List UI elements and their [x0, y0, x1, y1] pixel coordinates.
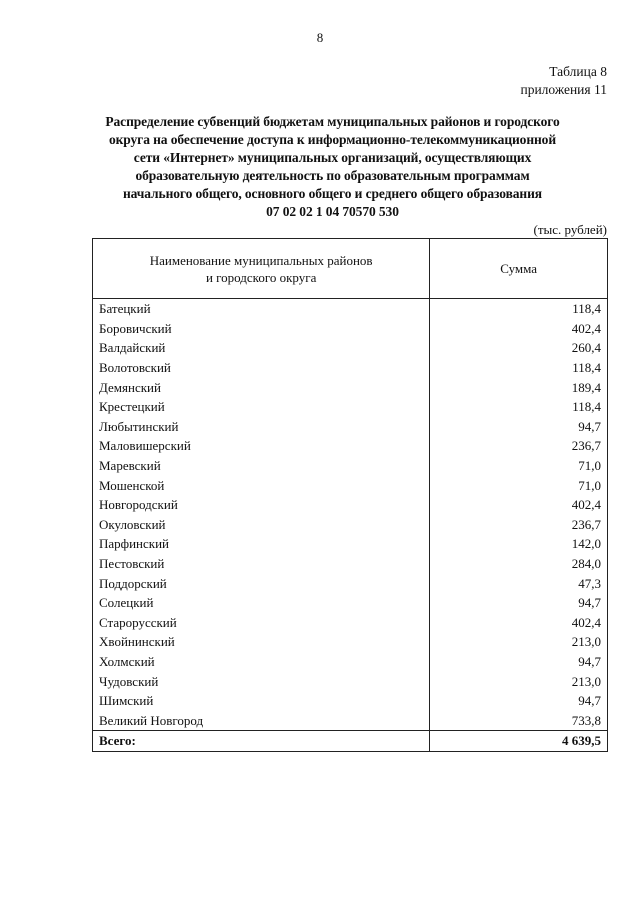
subvention-amount: 94,7 [430, 691, 608, 711]
subvention-amount: 94,7 [430, 593, 608, 613]
table-row [93, 299, 608, 319]
table-row [93, 710, 608, 730]
subvention-amount: 236,7 [430, 436, 608, 456]
municipality-name: Боровичский [93, 319, 430, 339]
header-name-line-1: Наименование муниципальных районов [149, 252, 373, 268]
municipality-name: Шимский [93, 691, 430, 711]
table-row [93, 377, 608, 397]
municipality-name: Маловишерский [93, 436, 430, 456]
table-row [93, 652, 608, 672]
table-row [93, 338, 608, 358]
table-row [93, 554, 608, 574]
table-row [93, 534, 608, 554]
subvention-amount: 402,4 [430, 613, 608, 633]
table-row [93, 613, 608, 633]
subvention-amount: 402,4 [430, 319, 608, 339]
title-line: Распределение субвенций бюджетам муниципальных районов и городского [105, 114, 560, 129]
table-row [93, 358, 608, 378]
municipality-name: Пестовский [93, 554, 430, 574]
municipality-name: Валдайский [93, 338, 430, 358]
municipality-name: Волотовский [93, 358, 430, 378]
table-row [93, 573, 608, 593]
municipality-name: Парфинский [93, 534, 430, 554]
subvention-amount: 142,0 [430, 534, 608, 554]
municipality-name: Крестецкий [93, 397, 430, 417]
title-line: округа на обеспечение доступа к информационно-телекоммуникационной [108, 132, 557, 147]
table-row [93, 671, 608, 691]
municipality-name: Хвойнинский [93, 632, 430, 652]
table-row [93, 417, 608, 437]
table-row [93, 397, 608, 417]
budget-classification-code: 07 02 02 1 04 70570 530 [266, 204, 399, 219]
header-sum: Сумма [430, 239, 608, 299]
municipality-name: Батецкий [93, 299, 430, 319]
total-label: Всего: [93, 731, 430, 752]
table-row [93, 495, 608, 515]
subvention-amount: 236,7 [430, 515, 608, 535]
table-row [93, 515, 608, 535]
table-reference-line-1: Таблица 8 [549, 64, 607, 79]
subvention-amount: 94,7 [430, 417, 608, 437]
table-row [93, 436, 608, 456]
table-body [93, 299, 608, 752]
subvention-amount: 94,7 [430, 652, 608, 672]
subvention-amount: 260,4 [430, 338, 608, 358]
municipality-name: Маревский [93, 456, 430, 476]
subvention-amount: 71,0 [430, 475, 608, 495]
subvention-amount: 213,0 [430, 671, 608, 691]
page-number: 8 [316, 30, 324, 45]
subvention-table [92, 238, 608, 752]
subvention-amount: 189,4 [430, 377, 608, 397]
total-amount: 4 639,5 [430, 731, 608, 752]
table-row [93, 456, 608, 476]
subvention-amount: 733,8 [430, 710, 608, 730]
header-name-line-2: и городского округа [205, 269, 317, 285]
municipality-name: Старорусский [93, 613, 430, 633]
table-row [93, 475, 608, 495]
title-line: образовательную деятельность по образовательным программам [135, 168, 530, 183]
title-line: начального общего, основного общего и среднего общего образования [122, 186, 542, 201]
municipality-name: Демянский [93, 377, 430, 397]
title-line: сети «Интернет» муниципальных организаций, осуществляющих [133, 150, 532, 165]
subvention-amount: 118,4 [430, 397, 608, 417]
municipality-name: Любытинский [93, 417, 430, 437]
header-row [93, 239, 608, 299]
municipality-name: Поддорский [93, 573, 430, 593]
table-row [93, 632, 608, 652]
total-row [93, 731, 608, 752]
subvention-amount: 284,0 [430, 554, 608, 574]
table-reference [520, 63, 607, 99]
municipality-name: Новгородский [93, 495, 430, 515]
municipality-name: Чудовский [93, 671, 430, 691]
units-label: (тыс. рублей) [533, 222, 607, 237]
subvention-amount: 47,3 [430, 573, 608, 593]
table-reference-line-2: приложения 11 [520, 82, 607, 97]
municipality-name: Мошенской [93, 475, 430, 495]
document-title [60, 113, 605, 221]
table-row [93, 593, 608, 613]
municipality-name: Окуловский [93, 515, 430, 535]
subvention-amount: 402,4 [430, 495, 608, 515]
municipality-name: Великий Новгород [93, 710, 430, 730]
subvention-amount: 71,0 [430, 456, 608, 476]
subvention-amount: 118,4 [430, 358, 608, 378]
table-row [93, 691, 608, 711]
municipality-name: Солецкий [93, 593, 430, 613]
table-row [93, 319, 608, 339]
header-name [93, 239, 430, 299]
municipality-name: Холмский [93, 652, 430, 672]
subvention-amount: 213,0 [430, 632, 608, 652]
subvention-amount: 118,4 [430, 299, 608, 319]
